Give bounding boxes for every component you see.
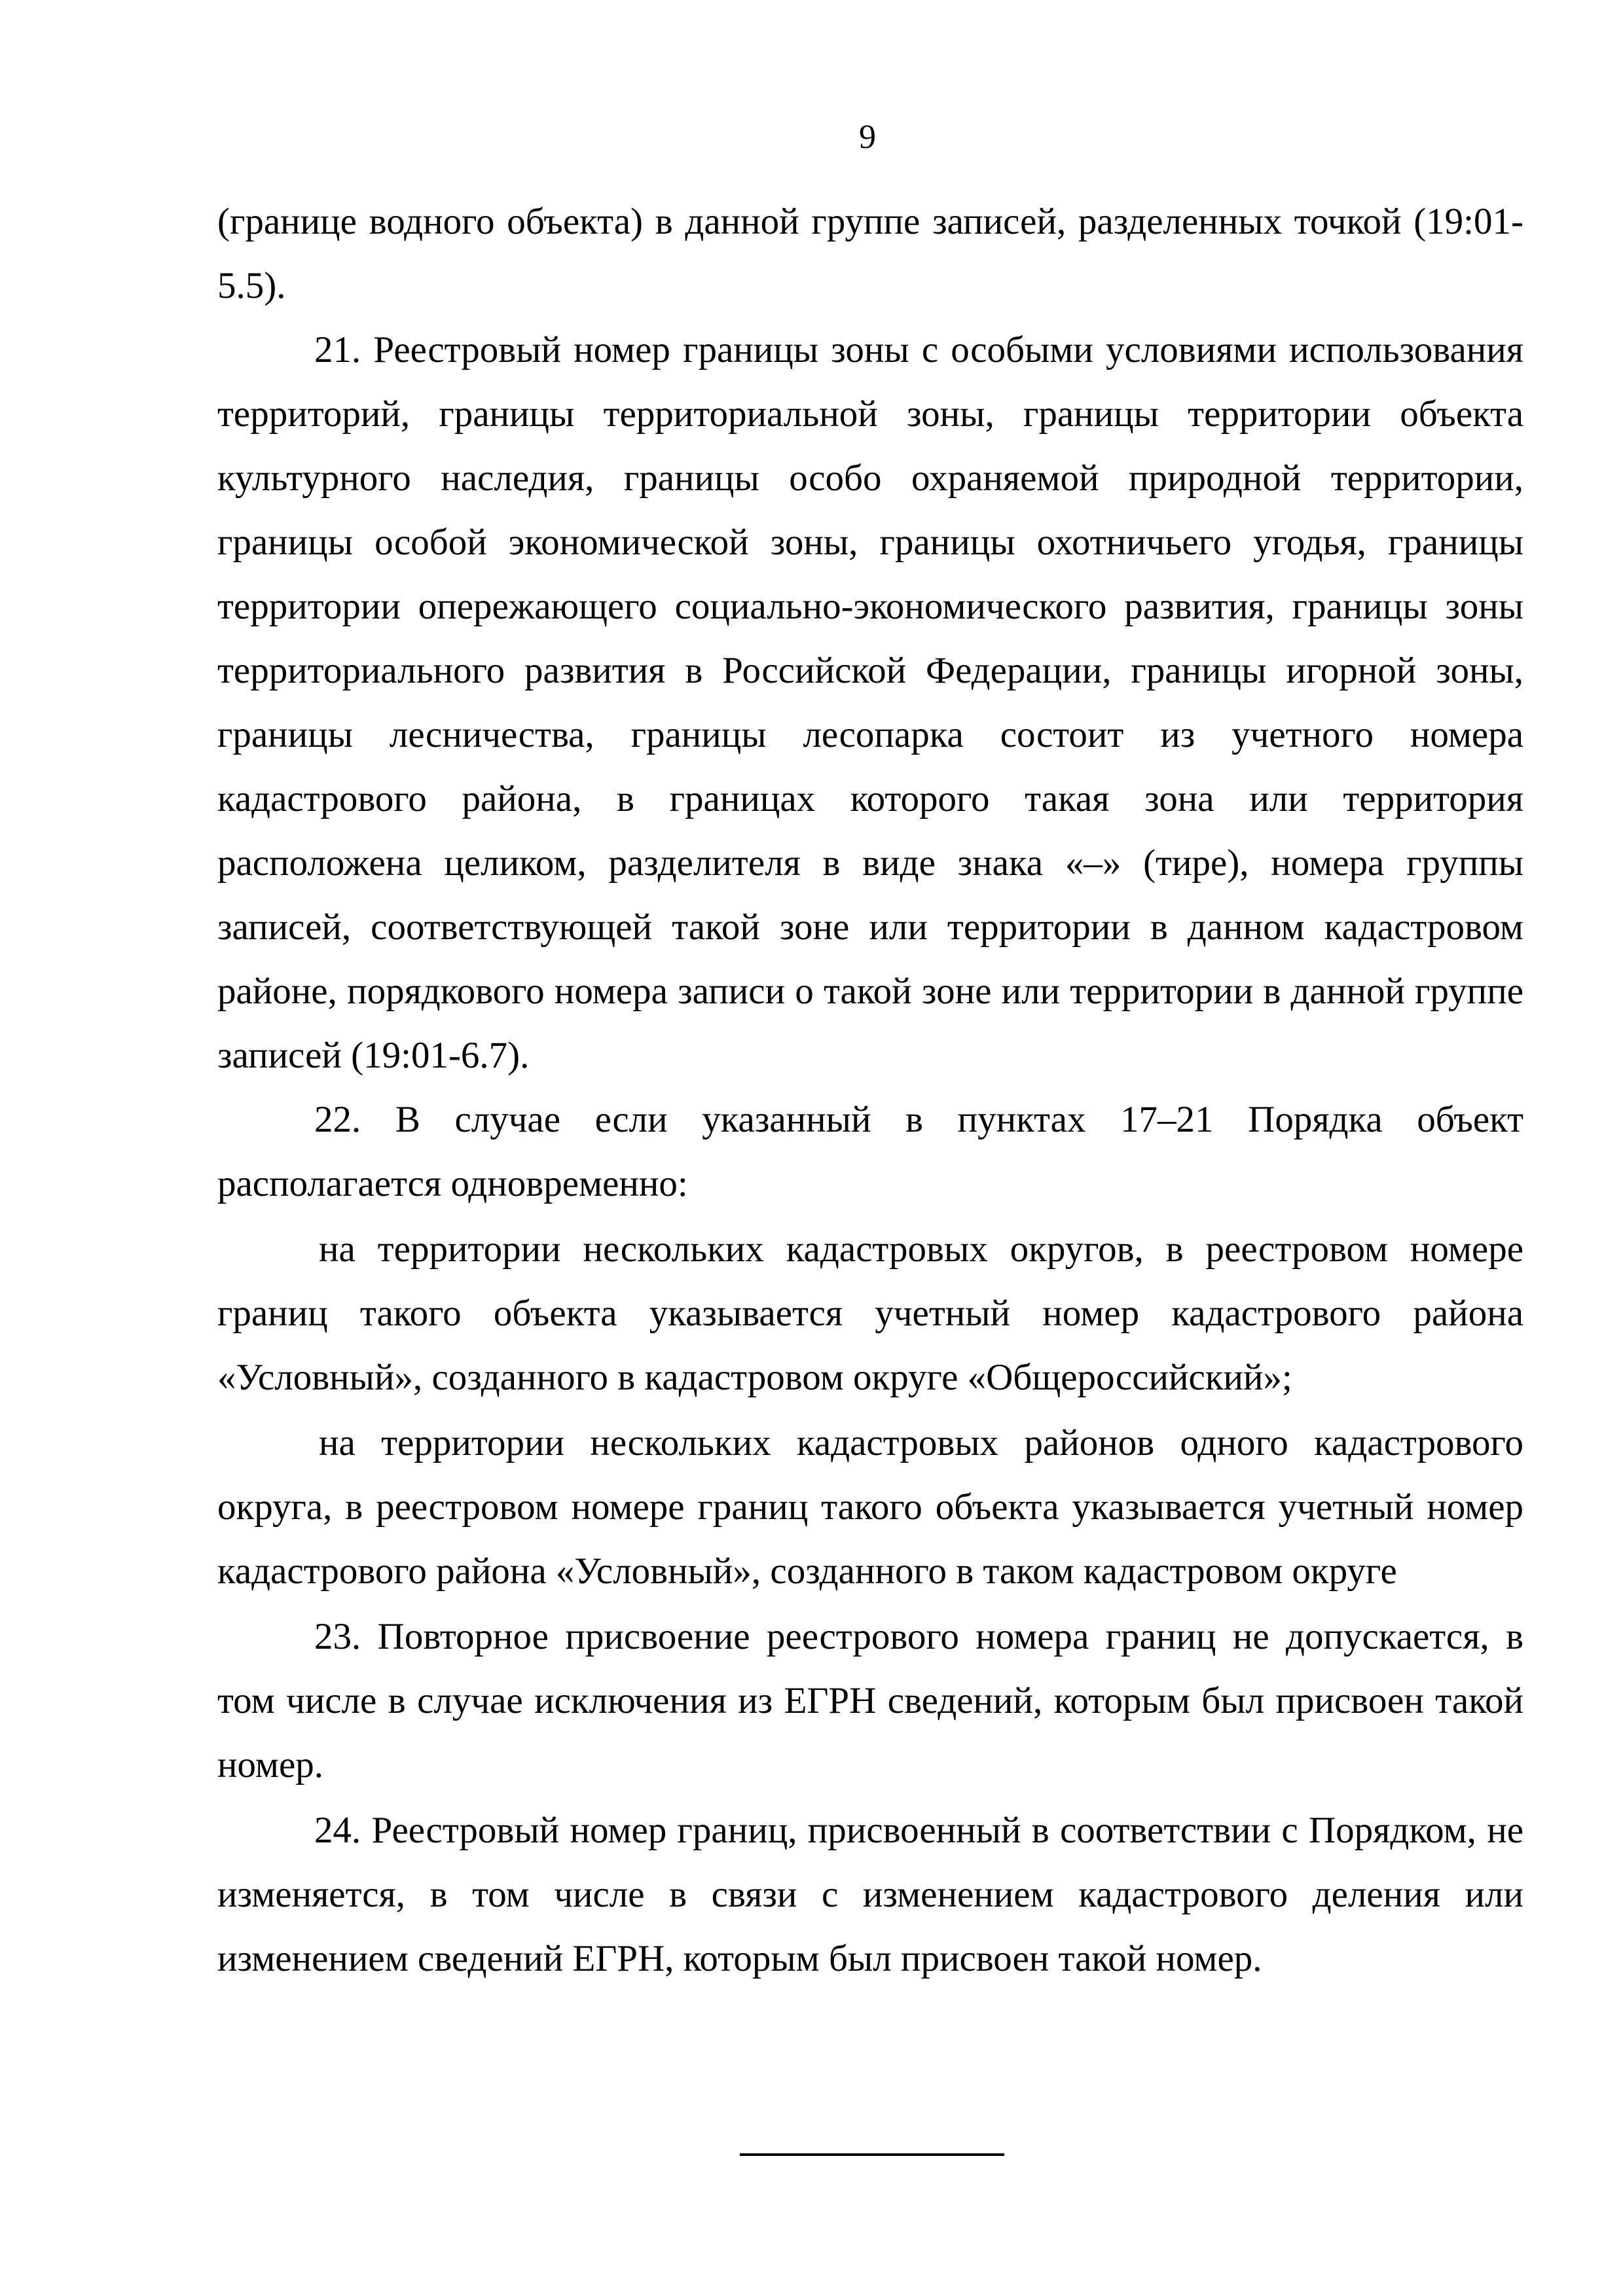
paragraph-22: 22. В случае если указанный в пунктах 17–21 Порядка объект располагается одновременно: bbox=[217, 1099, 1523, 1204]
paragraph-21: 21. Реестровый номер границы зоны с особыми условиями использования территорий, границы территориальной зоны, границы территории объекта культурного наследия, границы особо охраняемой природной территории, границы особой экономической зоны, границы охотничьего угодья, границы территории опережающего социально-экономического развития, границы зоны территориального развития в Российской Федерации, границы игорной зоны, границы лесничества, границы лесопарка состоит из учетного номера кадастрового района, в границах которого такая зона или территория расположена целиком, разделителя в виде знака «–» (тире), номера группы записей, соответствующей такой зоне или территории в данном кадастровом районе, порядкового номера записи о такой зоне или территории в данной группе записей (19:01-6.7). bbox=[217, 329, 1523, 1076]
document-body bbox=[217, 190, 1523, 1991]
paragraph-23: 23. Повторное присвоение реестрового номера границ не допускается, в том числе в случае исключения из ЕГРН сведений, которым был присвоен такой номер. bbox=[217, 1616, 1523, 1785]
end-of-document-rule bbox=[740, 2153, 1004, 2156]
paragraph-continuation: (границе водного объекта) в данной группе записей, разделенных точкой (19:01-5.5). bbox=[217, 201, 1523, 306]
paragraph-22-item-regions: на территории нескольких кадастровых районов одного кадастрового округа, в реестровом номере границ такого объекта указывается учетный номер кадастрового района «Условный», созданного в таком кадастровом округе bbox=[217, 1422, 1523, 1592]
paragraph-24: 24. Реестровый номер границ, присвоенный в соответствии с Порядком, не изменяется, в том числе в связи с изменением кадастрового деления или изменением сведений ЕГРН, которым был присвоен такой номер. bbox=[217, 1810, 1523, 1979]
paragraph-22-item-districts: на территории нескольких кадастровых округов, в реестровом номере границ такого объекта указывается учетный номер кадастрового района «Условный», созданного в кадастровом округе «Общероссийский»; bbox=[217, 1229, 1523, 1398]
page-number: 9 bbox=[859, 118, 876, 156]
